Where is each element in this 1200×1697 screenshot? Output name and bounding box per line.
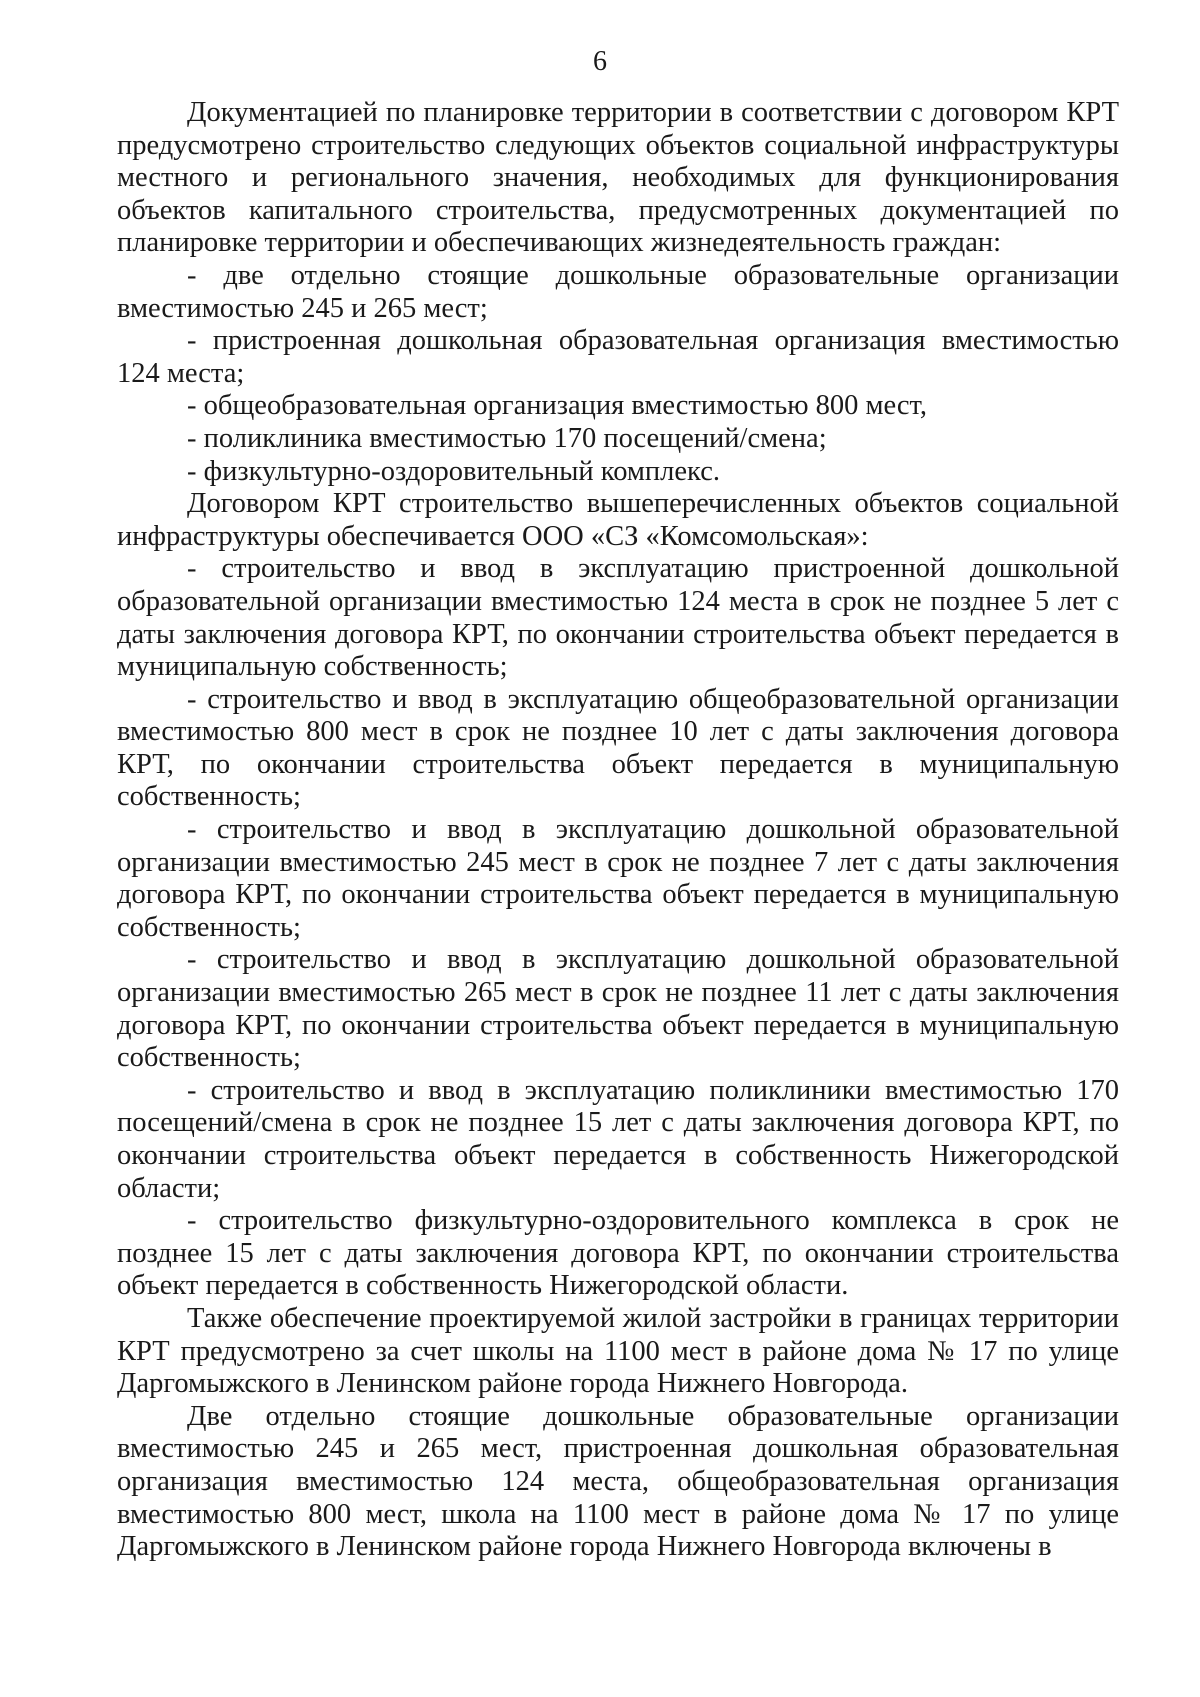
list-item-school: - общеобразовательная организация вместимостью 800 мест, — [187, 390, 927, 422]
paragraph-school-1100: Также обеспечение проектируемой жилой застройки в границах территории КРТ предусмотрено за счет школы на 1100 мест в районе дома № 17 по улице Даргомыжского в Ленинском районе города Нижнего Новгорода. — [117, 1302, 1119, 1400]
list-item-clinic: - поликлиника вместимостью 170 посещений/смена; — [187, 422, 827, 454]
list-item-sports-complex: - физкультурно-оздоровительный комплекс. — [187, 455, 720, 487]
obligation-preschool-265: - строительство и ввод в эксплуатацию дошкольной образовательной организации вместимостью 265 мест в срок не позднее 11 лет с даты заключения договора КРТ, по окончании строительства объект передается в муниципальную собственность; — [117, 944, 1119, 1074]
obligation-sports-complex: - строительство физкультурно-оздоровительного комплекса в срок не позднее 15 лет с даты заключения договора КРТ, по окончании строительства объект передается в собственность Нижегородской области. — [117, 1205, 1119, 1302]
document-body — [117, 97, 1119, 1564]
obligation-attached-preschool: - строительство и ввод в эксплуатацию пристроенной дошкольной образовательной организации вместимостью 124 места в срок не позднее 5 лет с даты заключения договора КРТ, по окончании строительства объект передается в муниципальную собственность; — [117, 553, 1119, 683]
paragraph-contract: Договором КРТ строительство вышеперечисленных объектов социальной инфраструктуры обеспечивается ООО «СЗ «Комсомольская»: — [117, 488, 1119, 552]
obligation-clinic: - строительство и ввод в эксплуатацию поликлиники вместимостью 170 посещений/смена в срок не позднее 15 лет с даты заключения договора КРТ, по окончании строительства объект передается в собственность Нижегородской области; — [117, 1074, 1119, 1204]
paragraph-intro: Документацией по планировке территории в соответствии с договором КРТ предусмотрено строительство следующих объектов социальной инфраструктуры местного и регионального значения, необходимых для функционирования объектов капитального строительства, предусмотренных документацией по планировке территории и обеспечивающих жизнедеятельность граждан: — [117, 97, 1119, 259]
page-number: 6 — [593, 46, 607, 77]
obligation-school: - строительство и ввод в эксплуатацию общеобразовательной организации вместимостью 800 мест в срок не позднее 10 лет с даты заключения договора КРТ, по окончании строительства объект передается в муниципальную собственность; — [117, 683, 1119, 813]
paragraph-summary: Две отдельно стоящие дошкольные образовательные организации вместимостью 245 и 265 мест, пристроенная дошкольная образовательная организация вместимостью 124 места, общеобразовательная организация вместимостью 800 мест, школа на 1100 мест в районе дома № 17 по улице Даргомыжского в Ленинском районе города Нижнего Новгорода включены в — [117, 1400, 1119, 1563]
obligation-preschool-245: - строительство и ввод в эксплуатацию дошкольной образовательной организации вместимостью 245 мест в срок не позднее 7 лет с даты заключения договора КРТ, по окончании строительства объект передается в муниципальную собственность; — [117, 814, 1119, 943]
list-item-attached-preschool: - пристроенная дошкольная образовательная организация вместимостью 124 места; — [117, 325, 1119, 389]
list-item-preschools: - две отдельно стоящие дошкольные образовательные организации вместимостью 245 и 265 мест; — [117, 259, 1119, 324]
